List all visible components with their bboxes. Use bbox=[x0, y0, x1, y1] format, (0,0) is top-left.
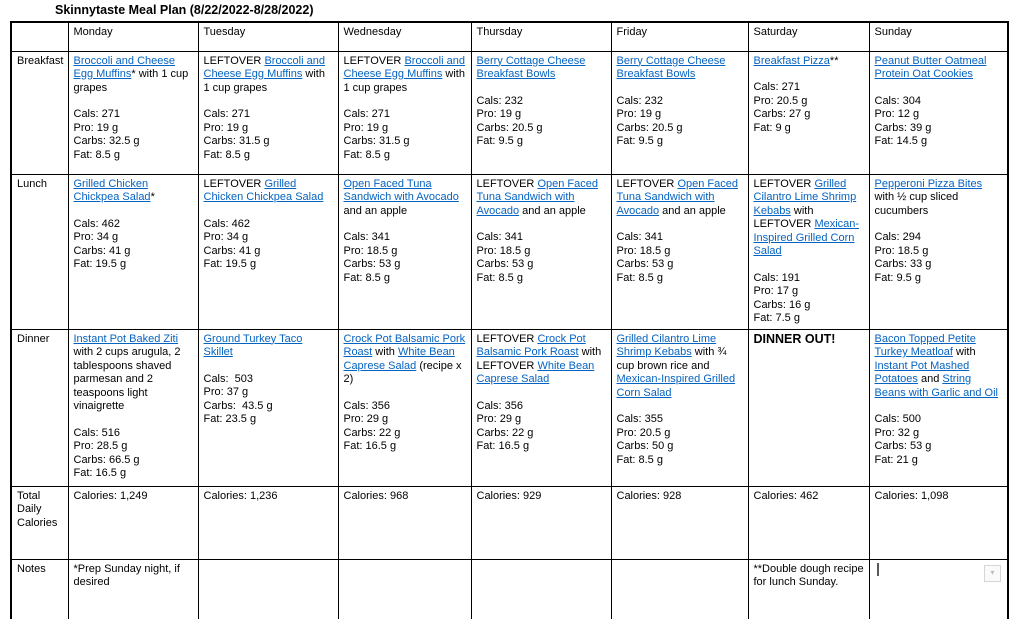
recipe-link[interactable]: Breakfast Pizza bbox=[753, 54, 830, 67]
nutrition-stats: Cals: 462 Pro: 34 g Carbs: 41 g Fat: 19.5 g bbox=[73, 217, 131, 270]
meal-text: with LEFTOVER bbox=[753, 204, 815, 230]
row-label-lunch: Lunch bbox=[11, 174, 68, 329]
recipe-link[interactable]: Open Faced Tuna Sandwich with Avocado bbox=[476, 177, 598, 217]
meal-text: and an apple bbox=[659, 204, 726, 217]
dinner-sunday-cell bbox=[869, 329, 1008, 486]
meal-text: LEFTOVER bbox=[476, 177, 538, 190]
meal-text: ** bbox=[829, 54, 839, 67]
nutrition-stats: Cals: 232 Pro: 19 g Carbs: 20.5 g Fat: 9.5 g bbox=[616, 94, 683, 147]
chevron-down-icon[interactable]: ▾ bbox=[984, 565, 1001, 582]
meal-description bbox=[204, 178, 334, 205]
nutrition-stats: Cals: 356 Pro: 29 g Carbs: 22 g Fat: 16.5 g bbox=[476, 399, 534, 452]
dinner-monday-cell bbox=[68, 329, 198, 486]
recipe-link[interactable]: White Bean Caprese Salad bbox=[343, 346, 455, 372]
meal-text: with ¾ cup brown rice and bbox=[616, 346, 727, 372]
meal-text: LEFTOVER bbox=[343, 54, 405, 67]
nutrition-stats: Cals: 503 Pro: 37 g Carbs: 43.5 g Fat: 23.5 g bbox=[203, 372, 273, 425]
dinner-friday-cell bbox=[611, 329, 748, 486]
corner-cell bbox=[11, 22, 68, 51]
breakfast-saturday-cell bbox=[748, 51, 869, 174]
recipe-link[interactable]: Pepperoni Pizza Bites bbox=[874, 177, 983, 190]
meal-description bbox=[344, 333, 467, 387]
dinner-out-text: DINNER OUT! bbox=[753, 331, 836, 346]
meal-text: and an apple bbox=[343, 204, 408, 217]
nutrition-stats: Cals: 341 Pro: 18.5 g Carbs: 53 g Fat: 8.5 g bbox=[476, 231, 534, 284]
recipe-link[interactable]: Grilled Chicken Chickpea Salad bbox=[203, 177, 324, 203]
meal-description bbox=[477, 55, 607, 82]
meal-description bbox=[74, 55, 194, 96]
row-label-notes: Notes bbox=[11, 559, 68, 619]
nutrition-stats: Cals: 191 Pro: 17 g Carbs: 16 g Fat: 7.5 g bbox=[753, 271, 811, 324]
nutrition-stats: Cals: 294 Pro: 18.5 g Carbs: 33 g Fat: 9.5 g bbox=[874, 231, 932, 284]
day-header-row bbox=[11, 22, 1008, 51]
nutrition-stats: Cals: 341 Pro: 18.5 g Carbs: 53 g Fat: 8.5 g bbox=[616, 231, 674, 284]
row-label-total-daily-calories: Total Daily Calories bbox=[11, 486, 68, 559]
nutrition-stats: Cals: 462 Pro: 34 g Carbs: 41 g Fat: 19.5 g bbox=[203, 217, 261, 270]
day-header-sunday: Sunday bbox=[869, 22, 1008, 51]
nutrition-stats: Cals: 356 Pro: 29 g Carbs: 22 g Fat: 16.5 g bbox=[343, 399, 401, 452]
notes-wednesday-cell[interactable] bbox=[338, 559, 471, 619]
breakfast-friday-cell bbox=[611, 51, 748, 174]
recipe-link[interactable]: Peanut Butter Oatmeal Protein Oat Cookies bbox=[874, 54, 987, 80]
nutrition-stats: Cals: 271 Pro: 19 g Carbs: 31.5 g Fat: 8.5 g bbox=[343, 108, 410, 161]
recipe-link[interactable]: Instant Pot Mashed Potatoes bbox=[874, 359, 970, 385]
recipe-link[interactable]: Bacon Topped Petite Turkey Meatloaf bbox=[874, 332, 976, 358]
meal-description bbox=[344, 55, 467, 96]
lunch-wednesday-cell bbox=[338, 174, 471, 329]
meal-text: with LEFTOVER bbox=[476, 346, 602, 372]
recipe-link[interactable]: Broccoli and Cheese Egg Muffins bbox=[343, 54, 465, 80]
day-header-tuesday: Tuesday bbox=[198, 22, 338, 51]
meal-text: with 1 cup grapes bbox=[343, 68, 465, 94]
recipe-link[interactable]: Open Faced Tuna Sandwich with Avocado bbox=[616, 177, 738, 217]
meal-text: LEFTOVER bbox=[203, 54, 265, 67]
meal-text: with bbox=[372, 346, 398, 358]
meal-description bbox=[875, 333, 1004, 401]
page-title: Skinnytaste Meal Plan (8/22/2022-8/28/2022) bbox=[55, 3, 314, 17]
notes-row bbox=[11, 559, 1008, 619]
meal-text: LEFTOVER bbox=[753, 177, 815, 190]
meal-text: with ½ cup sliced cucumbers bbox=[874, 191, 959, 217]
breakfast-wednesday-cell bbox=[338, 51, 471, 174]
meal-description bbox=[617, 178, 744, 219]
nutrition-stats: Cals: 304 Pro: 12 g Carbs: 39 g Fat: 14.5 g bbox=[874, 94, 932, 147]
lunch-friday-cell bbox=[611, 174, 748, 329]
notes-sunday-cell[interactable] bbox=[869, 559, 1008, 619]
nutrition-stats: Cals: 271 Pro: 19 g Carbs: 31.5 g Fat: 8.5 g bbox=[203, 108, 270, 161]
dinner-saturday-cell bbox=[748, 329, 869, 486]
meal-description bbox=[754, 178, 865, 259]
breakfast-sunday-cell bbox=[869, 51, 1008, 174]
meal-text: LEFTOVER bbox=[476, 332, 538, 345]
recipe-link[interactable]: Mexican-Inspired Grilled Corn Salad bbox=[753, 218, 860, 257]
breakfast-thursday-cell bbox=[471, 51, 611, 174]
meal-description bbox=[344, 178, 467, 219]
nutrition-stats: Cals: 232 Pro: 19 g Carbs: 20.5 g Fat: 9.5 g bbox=[476, 94, 543, 147]
nutrition-stats: Cals: 271 Pro: 20.5 g Carbs: 27 g Fat: 9 g bbox=[753, 81, 811, 134]
recipe-link[interactable]: Berry Cottage Cheese Breakfast Bowls bbox=[616, 54, 726, 80]
lunch-sunday-cell bbox=[869, 174, 1008, 329]
dinner-wednesday-cell bbox=[338, 329, 471, 486]
meal-text: and an apple bbox=[519, 204, 586, 217]
lunch-tuesday-cell bbox=[198, 174, 338, 329]
recipe-link[interactable]: Instant Pot Baked Ziti bbox=[73, 332, 179, 345]
meal-description bbox=[204, 55, 334, 96]
lunch-saturday-cell bbox=[748, 174, 869, 329]
recipe-link[interactable]: Berry Cottage Cheese Breakfast Bowls bbox=[476, 54, 586, 80]
recipe-link[interactable]: Crock Pot Balsamic Pork Roast bbox=[476, 332, 586, 358]
nutrition-stats: Cals: 271 Pro: 19 g Carbs: 32.5 g Fat: 8.5 g bbox=[73, 108, 140, 161]
lunch-monday-cell bbox=[68, 174, 198, 329]
meal-text: LEFTOVER bbox=[616, 177, 678, 190]
notes-saturday-cell[interactable]: **Double dough recipe for lunch Sunday. bbox=[748, 559, 869, 619]
recipe-link[interactable]: Crock Pot Balsamic Pork Roast bbox=[343, 332, 466, 358]
meal-description bbox=[617, 55, 744, 82]
meal-description bbox=[477, 178, 607, 219]
total-monday: Calories: 1,249 bbox=[68, 486, 198, 559]
total-saturday: Calories: 462 bbox=[748, 486, 869, 559]
nutrition-stats: Cals: 355 Pro: 20.5 g Carbs: 50 g Fat: 8.5 g bbox=[616, 413, 674, 466]
recipe-link[interactable]: Broccoli and Cheese Egg Muffins bbox=[73, 54, 176, 80]
notes-monday-cell[interactable]: *Prep Sunday night, if desired bbox=[68, 559, 198, 619]
total-sunday: Calories: 1,098 bbox=[869, 486, 1008, 559]
meal-description bbox=[204, 333, 334, 360]
meal-description bbox=[875, 55, 1004, 82]
meal-text: with 2 cups arugula, 2 tablespoons shaved parmesan and 2 teaspoons light vinaigrette bbox=[73, 346, 181, 412]
recipe-link[interactable]: Grilled Chicken Chickpea Salad bbox=[73, 177, 151, 203]
recipe-link[interactable]: Open Faced Tuna Sandwich with Avocado bbox=[343, 177, 459, 203]
day-header-friday: Friday bbox=[611, 22, 748, 51]
lunch-thursday-cell bbox=[471, 174, 611, 329]
dinner-tuesday-cell bbox=[198, 329, 338, 486]
total-calories-row bbox=[11, 486, 1008, 559]
total-wednesday: Calories: 968 bbox=[338, 486, 471, 559]
meal-text: and bbox=[917, 373, 943, 385]
dinner-row bbox=[11, 329, 1008, 486]
meal-description bbox=[74, 178, 194, 205]
meal-text: with bbox=[952, 346, 976, 358]
day-header-saturday: Saturday bbox=[748, 22, 869, 51]
day-header-thursday: Thursday bbox=[471, 22, 611, 51]
day-header-monday: Monday bbox=[68, 22, 198, 51]
meal-text: * with 1 cup grapes bbox=[73, 68, 189, 94]
recipe-link[interactable]: Grilled Cilantro Lime Shrimp Kebabs bbox=[616, 332, 717, 358]
meal-description bbox=[754, 55, 865, 69]
total-friday: Calories: 928 bbox=[611, 486, 748, 559]
nutrition-stats: Cals: 516 Pro: 28.5 g Carbs: 66.5 g Fat: 16.5 g bbox=[73, 426, 140, 479]
row-label-breakfast: Breakfast bbox=[11, 51, 68, 174]
breakfast-row bbox=[11, 51, 1008, 174]
day-header-wednesday: Wednesday bbox=[338, 22, 471, 51]
recipe-link[interactable]: Grilled Cilantro Lime Shrimp Kebabs bbox=[753, 177, 857, 217]
meal-plan-table bbox=[10, 21, 1009, 619]
lunch-row bbox=[11, 174, 1008, 329]
breakfast-monday-cell bbox=[68, 51, 198, 174]
recipe-link[interactable]: Ground Turkey Taco Skillet bbox=[203, 332, 303, 358]
meal-description bbox=[477, 333, 607, 387]
notes-friday-cell[interactable] bbox=[611, 559, 748, 619]
meal-description bbox=[617, 333, 744, 401]
meal-text: LEFTOVER bbox=[203, 177, 265, 190]
recipe-link[interactable]: White Bean Caprese Salad bbox=[476, 359, 595, 385]
meal-text: * bbox=[150, 191, 155, 203]
notes-thursday-cell[interactable] bbox=[471, 559, 611, 619]
meal-text: (recipe x 2) bbox=[343, 359, 462, 385]
total-thursday: Calories: 929 bbox=[471, 486, 611, 559]
breakfast-tuesday-cell bbox=[198, 51, 338, 174]
meal-description bbox=[74, 333, 194, 414]
recipe-link[interactable]: Broccoli and Cheese Egg Muffins bbox=[203, 54, 325, 80]
notes-tuesday-cell[interactable] bbox=[198, 559, 338, 619]
nutrition-stats: Cals: 341 Pro: 18.5 g Carbs: 53 g Fat: 8.5 g bbox=[343, 231, 401, 284]
recipe-link[interactable]: String Beans with Garlic and Oil bbox=[874, 373, 998, 399]
total-tuesday: Calories: 1,236 bbox=[198, 486, 338, 559]
meal-description bbox=[875, 178, 1004, 219]
row-label-dinner: Dinner bbox=[11, 329, 68, 486]
dinner-thursday-cell bbox=[471, 329, 611, 486]
meal-text: with 1 cup grapes bbox=[203, 68, 325, 94]
nutrition-stats: Cals: 500 Pro: 32 g Carbs: 53 g Fat: 21 g bbox=[874, 413, 932, 466]
recipe-link[interactable]: Mexican-Inspired Grilled Corn Salad bbox=[616, 373, 736, 399]
text-cursor-caret bbox=[877, 563, 879, 576]
